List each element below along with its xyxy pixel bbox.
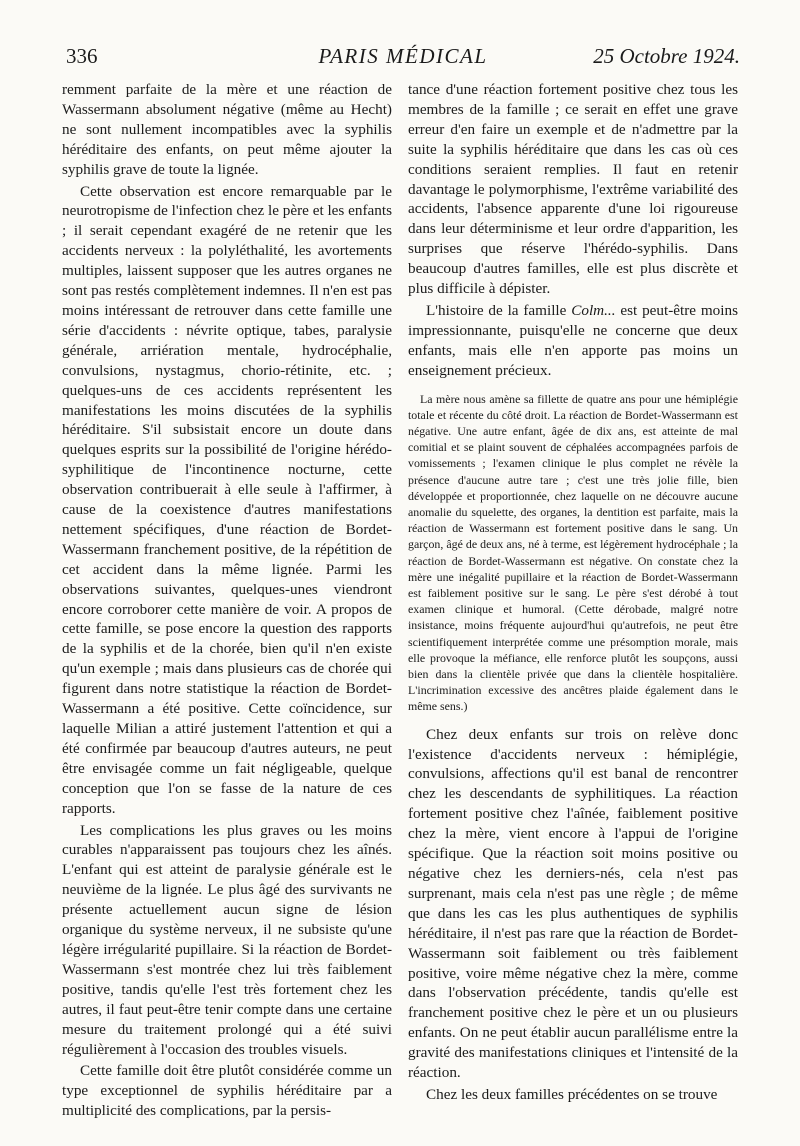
paragraph: Cette famille doit être plutôt considérée comme un type exceptionnel de syphilis héréditaire par a multiplicité des complications, par la persis- [62, 1062, 392, 1120]
issue-date: 25 Octobre 1924. [593, 44, 740, 68]
journal-title: PARIS MÉDICAL [318, 44, 488, 68]
paragraph: remment parfaite de la mère et une réaction de Wassermann absolument négative (même au Hecht) ne sont nullement incompatibles avec la syphilis héréditaire des enfants, on peut même ajouter la syphilis grave de toute la lignée. [62, 81, 392, 178]
page-number: 336 [66, 44, 98, 68]
case-observation [408, 391, 738, 715]
left-column [62, 80, 392, 1121]
family-name: Colm... [571, 301, 616, 319]
paragraph: L'histoire de la famille Colm... est peut-être moins impressionnante, puisqu'elle ne concerne que deux enfants, mais elle n'en apporte pas moins un enseignement précieux. [408, 301, 738, 379]
right-column [408, 80, 738, 1105]
paragraph: Chez les deux familles précédentes on se trouve [426, 1085, 718, 1103]
page-header [66, 44, 740, 70]
paragraph: tance d'une réaction fortement positive chez tous les membres de la famille ; ce serait en effet une grave erreur d'en faire un exemple et de n'admettre par la suite la syphilis héréditaire que dans les cas où ces conditions seraient remplies. Il faut en retenir davantage le polymorphisme, l'extrême variabilité des accidents, l'absence apparente d'une loi rigoureuse dans leur déterminisme et leur ordre d'apparition, les surprises que réserve l'hérédo-syphilis. Dans beaucoup d'autres familles, elle est plus discrète et plus difficile à dépister. [408, 81, 738, 298]
paragraph: Chez deux enfants sur trois on relève donc l'existence d'accidents nerveux : hémiplégie, convulsions, affections qu'il est banal de rencontrer chez les descendants de syphilitiques. La réaction fortement positive chez l'aînée, faiblement positive chez la mère, vient encore à l'appui de l'origine spécifique. Que la réaction soit moins positive ou négative chez les derniers-nés, cela n'est pas surprenant, mais cela n'est pas une règle ; de même que dans les cas les plus authentiques de syphilis héréditaire, il n'est pas rare que la réaction de Bordet-Wassermann soit faiblement ou très faiblement positive, voire même négative chez la mère, comme dans l'observation précédente, tandis qu'elle est franchement positive chez le père et un ou plusieurs enfants. On ne peut établir aucun parallélisme entre la gravité des manifestations cliniques et l'intensité de la réaction. [408, 725, 738, 1082]
observation-text: La mère nous amène sa fillette de quatre ans pour une hémiplégie totale et récente du côté droit. La réaction de Bordet-Wassermann est négative. Une autre enfant, âgée de dix ans, est atteinte de mal comitial et se plaint souvent de céphalées accompagnées parfois de vomissements ; l'examen clinique le plus complet ne révèle la présence d'aucune autre tare ; c'est une très jolie fille, bien développée et proportionnée, chez laquelle on ne découvre aucune anomalie du squelette, des organes, la dentition est parfaite, mais la réaction de Wassermann est fortement positive dans le sang. Un garçon, âgé de deux ans, né à terme, est légèrement hydrocéphale ; la réaction de Bordet-Wassermann est négative. On constate chez la mère une inégalité pupillaire et la réaction de Bordet-Wassermann est faiblement positive sur le sang. Le père s'est dérobé à tout examen clinique et humoral. (Cette dérobade, malgré notre insistance, moins fréquente aujourd'hui qu'autrefois, ne peut être scientifiquement interprétée comme une présomption morale, mais elle provoque la méfiance, elle renforce plutôt les soupçons, aussi bien dans la clientèle privée que dans la clientèle hospitalière. L'incrimination excessive des ancêtres plaide également dans le même sens.) [408, 391, 738, 714]
paragraph: Les complications les plus graves ou les moins curables n'apparaissent pas toujours chez les aînés. L'enfant qui est atteint de paralysie générale est le neuvième de la lignée. Le plus âgé des survivants ne présente actuellement aucun signe de lésion organique du système nerveux, il ne subsiste qu'une légère irrégularité pupillaire. Si la réaction de Bordet-Wassermann s'est montrée chez lui très faiblement positive, tandis qu'elle l'est très fortement chez les autres, il faut peut-être tenir compte dans une certaine mesure du traitement prolongé qui a été suivi régulièrement à l'occasion des troubles visuels. [62, 821, 392, 1058]
paragraph: Cette observation est encore remarquable par le neurotropisme de l'infection chez le père et les enfants ; il serait cependant exagéré de ne retenir que les accidents nerveux : la polyléthalité, les avortements multiples, laissent supposer que les autres organes ne sont pas restés complètement indemnes. Il n'en est pas moins intéressant de retrouver dans cette famille une série d'accidents : névrite optique, tabes, paralysie générale, arriération mentale, hydrocéphalie, convulsions, nystagmus, chorio-rétinite, etc. ; quelques-uns de ces accidents représentent les manifestations les moins discutées de la syphilis héréditaire. S'il subsistait encore un doute dans quelques esprits sur la possibilité de l'origine hérédo-syphilitique de l'incontinence nocturne, cette observation contribuerait à elle seule à l'affirmer, à cause de la coexistence d'autres manifestations nettement spécifiques, d'une réaction de Bordet-Wassermann franchement positive, de la répétition de cet accident dans la même lignée. Parmi les observations suivantes, quelques-unes viendront encore corroborer cette manière de voir. A propos de cette famille, se pose encore la question des rapports de la syphilis et de la chorée, bien qu'il n'en existe qu'un exemple ; mais dans plusieurs cas de chorée qui figurent dans notre statistique la réaction de Bordet-Wassermann a été positive. Cette coïncidence, sur laquelle Milian a attiré justement l'attention et qui a été confirmée par beaucoup d'autres auteurs, ne peut être envisagée comme un fait négligeable, quelque conception que l'on se fasse de la nature de ces rapports. [62, 182, 392, 817]
